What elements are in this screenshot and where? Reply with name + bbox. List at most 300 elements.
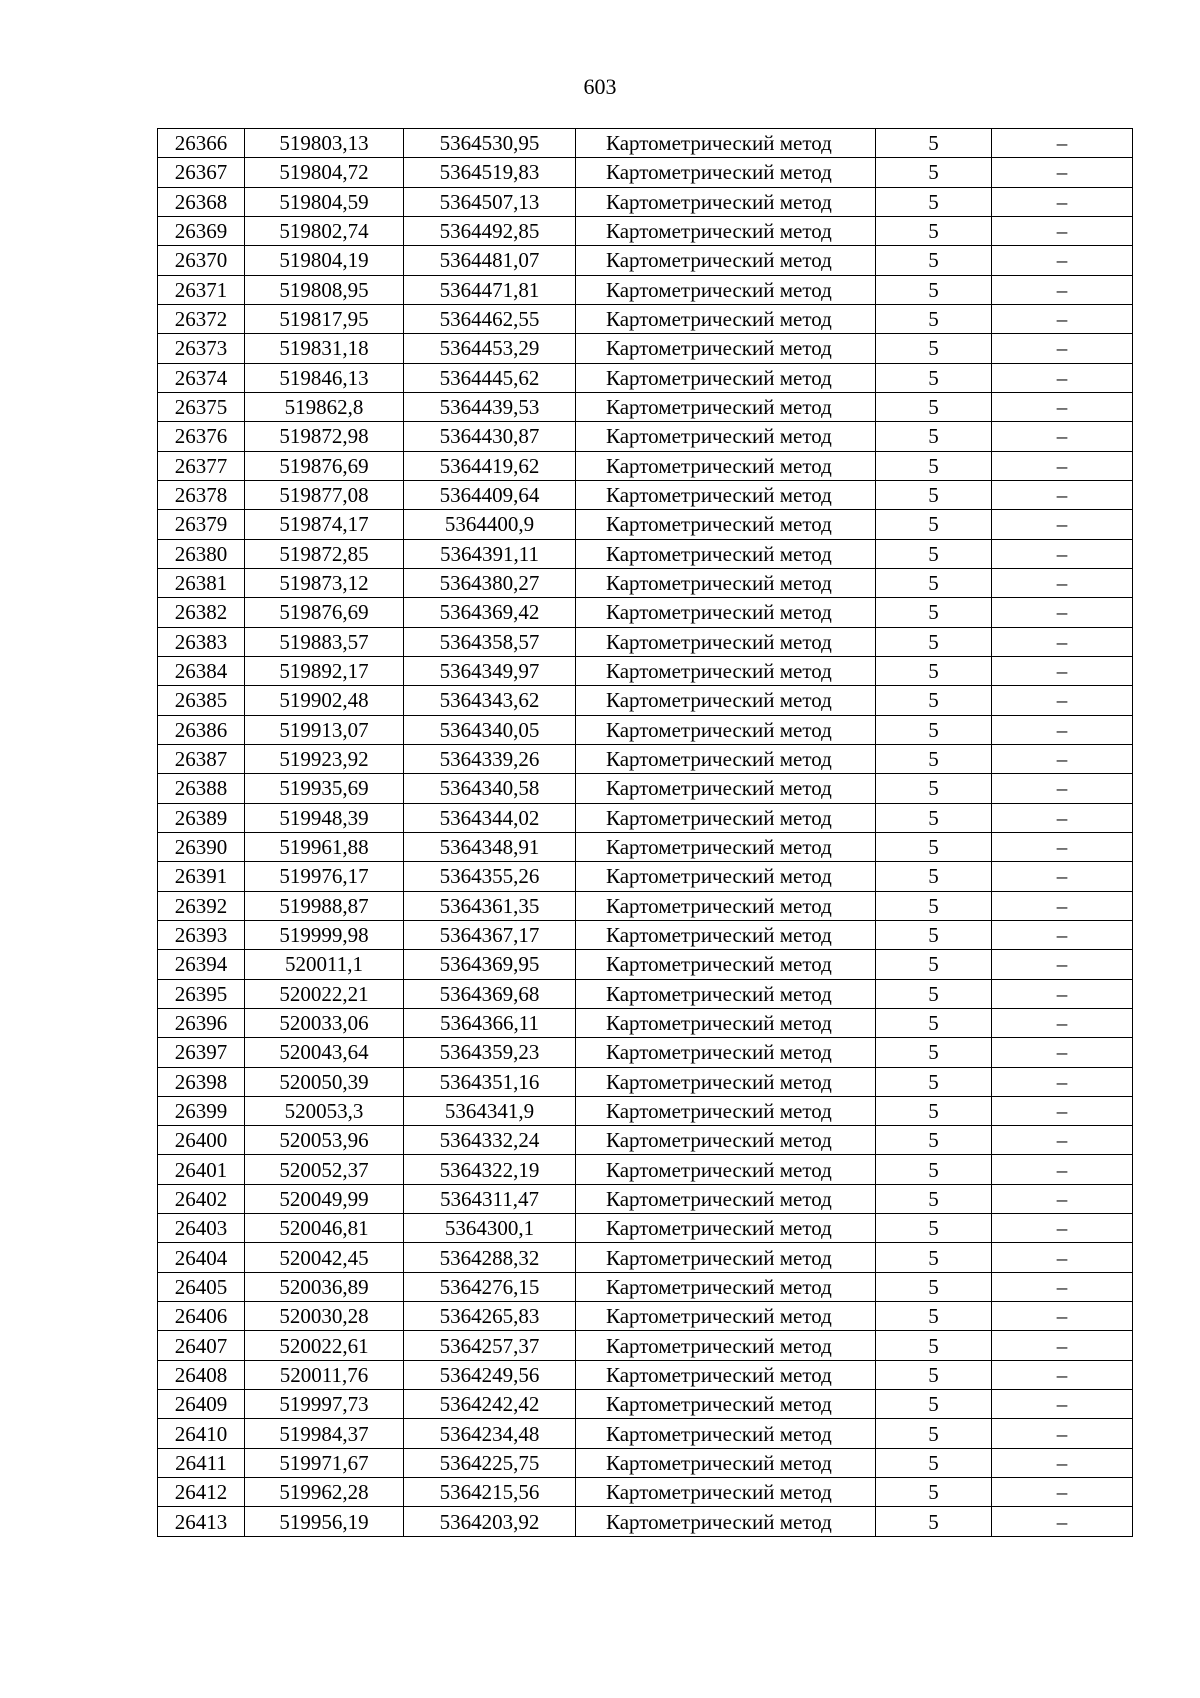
method-cell: Картометрический метод — [576, 334, 876, 363]
y-coordinate-cell: 5364439,53 — [404, 392, 576, 421]
point-number-cell: 26380 — [158, 539, 245, 568]
y-coordinate-cell: 5364349,97 — [404, 656, 576, 685]
y-coordinate-cell: 5364265,83 — [404, 1302, 576, 1331]
point-number-cell: 26396 — [158, 1008, 245, 1037]
point-number-cell: 26369 — [158, 216, 245, 245]
y-coordinate-cell: 5364430,87 — [404, 422, 576, 451]
table-row — [158, 334, 1133, 363]
point-number-cell: 26385 — [158, 686, 245, 715]
note-cell: – — [992, 920, 1133, 949]
x-coordinate-cell: 519874,17 — [245, 510, 404, 539]
method-cell: Картометрический метод — [576, 304, 876, 333]
method-cell: Картометрический метод — [576, 627, 876, 656]
y-coordinate-cell: 5364519,83 — [404, 158, 576, 187]
table-row — [158, 686, 1133, 715]
x-coordinate-cell: 520011,1 — [245, 950, 404, 979]
note-cell: – — [992, 979, 1133, 1008]
note-cell: – — [992, 275, 1133, 304]
table-row — [158, 187, 1133, 216]
x-coordinate-cell: 519877,08 — [245, 480, 404, 509]
point-number-cell: 26372 — [158, 304, 245, 333]
y-coordinate-cell: 5364359,23 — [404, 1038, 576, 1067]
accuracy-cell: 5 — [876, 129, 992, 158]
accuracy-cell: 5 — [876, 1155, 992, 1184]
table-row — [158, 568, 1133, 597]
method-cell: Картометрический метод — [576, 1184, 876, 1213]
x-coordinate-cell: 520036,89 — [245, 1272, 404, 1301]
method-cell: Картометрический метод — [576, 1214, 876, 1243]
accuracy-cell: 5 — [876, 216, 992, 245]
point-number-cell: 26393 — [158, 920, 245, 949]
x-coordinate-cell: 520011,76 — [245, 1360, 404, 1389]
table-row — [158, 832, 1133, 861]
accuracy-cell: 5 — [876, 304, 992, 333]
point-number-cell: 26406 — [158, 1302, 245, 1331]
note-cell: – — [992, 1126, 1133, 1155]
x-coordinate-cell: 519876,69 — [245, 598, 404, 627]
x-coordinate-cell: 519988,87 — [245, 891, 404, 920]
accuracy-cell: 5 — [876, 1243, 992, 1272]
point-number-cell: 26413 — [158, 1507, 245, 1536]
point-number-cell: 26400 — [158, 1126, 245, 1155]
note-cell: – — [992, 568, 1133, 597]
accuracy-cell: 5 — [876, 1478, 992, 1507]
table-row — [158, 1214, 1133, 1243]
accuracy-cell: 5 — [876, 363, 992, 392]
point-number-cell: 26371 — [158, 275, 245, 304]
accuracy-cell: 5 — [876, 832, 992, 861]
point-number-cell: 26410 — [158, 1419, 245, 1448]
method-cell: Картометрический метод — [576, 275, 876, 304]
note-cell: – — [992, 451, 1133, 480]
x-coordinate-cell: 519802,74 — [245, 216, 404, 245]
table-row — [158, 246, 1133, 275]
x-coordinate-cell: 519804,59 — [245, 187, 404, 216]
point-number-cell: 26391 — [158, 862, 245, 891]
method-cell: Картометрический метод — [576, 832, 876, 861]
x-coordinate-cell: 520022,21 — [245, 979, 404, 1008]
y-coordinate-cell: 5364215,56 — [404, 1478, 576, 1507]
y-coordinate-cell: 5364366,11 — [404, 1008, 576, 1037]
x-coordinate-cell: 519976,17 — [245, 862, 404, 891]
y-coordinate-cell: 5364369,68 — [404, 979, 576, 1008]
y-coordinate-cell: 5364343,62 — [404, 686, 576, 715]
accuracy-cell: 5 — [876, 539, 992, 568]
x-coordinate-cell: 519873,12 — [245, 568, 404, 597]
accuracy-cell: 5 — [876, 275, 992, 304]
table-row — [158, 510, 1133, 539]
y-coordinate-cell: 5364391,11 — [404, 539, 576, 568]
accuracy-cell: 5 — [876, 920, 992, 949]
point-number-cell: 26395 — [158, 979, 245, 1008]
y-coordinate-cell: 5364530,95 — [404, 129, 576, 158]
page-number: 603 — [583, 74, 617, 99]
table-row — [158, 1478, 1133, 1507]
table-row — [158, 1360, 1133, 1389]
method-cell: Картометрический метод — [576, 1155, 876, 1184]
method-cell: Картометрический метод — [576, 187, 876, 216]
accuracy-cell: 5 — [876, 510, 992, 539]
accuracy-cell: 5 — [876, 1331, 992, 1360]
method-cell: Картометрический метод — [576, 1038, 876, 1067]
y-coordinate-cell: 5364507,13 — [404, 187, 576, 216]
y-coordinate-cell: 5364369,95 — [404, 950, 576, 979]
accuracy-cell: 5 — [876, 715, 992, 744]
note-cell: – — [992, 510, 1133, 539]
y-coordinate-cell: 5364355,26 — [404, 862, 576, 891]
note-cell: – — [992, 1184, 1133, 1213]
accuracy-cell: 5 — [876, 979, 992, 1008]
accuracy-cell: 5 — [876, 1390, 992, 1419]
y-coordinate-cell: 5364453,29 — [404, 334, 576, 363]
table-row — [158, 216, 1133, 245]
method-cell: Картометрический метод — [576, 598, 876, 627]
x-coordinate-cell: 520050,39 — [245, 1067, 404, 1096]
point-number-cell: 26401 — [158, 1155, 245, 1184]
table-row — [158, 451, 1133, 480]
x-coordinate-cell: 520053,96 — [245, 1126, 404, 1155]
table-row — [158, 1126, 1133, 1155]
point-number-cell: 26403 — [158, 1214, 245, 1243]
method-cell: Картометрический метод — [576, 216, 876, 245]
note-cell: – — [992, 598, 1133, 627]
point-number-cell: 26409 — [158, 1390, 245, 1419]
method-cell: Картометрический метод — [576, 480, 876, 509]
point-number-cell: 26411 — [158, 1448, 245, 1477]
x-coordinate-cell: 519902,48 — [245, 686, 404, 715]
note-cell: – — [992, 1360, 1133, 1389]
point-number-cell: 26394 — [158, 950, 245, 979]
x-coordinate-cell: 519923,92 — [245, 744, 404, 773]
y-coordinate-cell: 5364344,02 — [404, 803, 576, 832]
method-cell: Картометрический метод — [576, 686, 876, 715]
x-coordinate-cell: 520042,45 — [245, 1243, 404, 1272]
point-number-cell: 26377 — [158, 451, 245, 480]
point-number-cell: 26404 — [158, 1243, 245, 1272]
note-cell: – — [992, 1008, 1133, 1037]
y-coordinate-cell: 5364340,58 — [404, 774, 576, 803]
note-cell: – — [992, 1302, 1133, 1331]
note-cell: – — [992, 832, 1133, 861]
method-cell: Картометрический метод — [576, 862, 876, 891]
x-coordinate-cell: 519948,39 — [245, 803, 404, 832]
accuracy-cell: 5 — [876, 568, 992, 597]
y-coordinate-cell: 5364288,32 — [404, 1243, 576, 1272]
y-coordinate-cell: 5364462,55 — [404, 304, 576, 333]
method-cell: Картометрический метод — [576, 656, 876, 685]
table-row — [158, 1302, 1133, 1331]
note-cell: – — [992, 1478, 1133, 1507]
accuracy-cell: 5 — [876, 803, 992, 832]
accuracy-cell: 5 — [876, 1096, 992, 1125]
accuracy-cell: 5 — [876, 158, 992, 187]
x-coordinate-cell: 520043,64 — [245, 1038, 404, 1067]
coordinates-table — [157, 128, 1133, 1537]
table-row — [158, 950, 1133, 979]
table-row — [158, 304, 1133, 333]
y-coordinate-cell: 5364471,81 — [404, 275, 576, 304]
table-row — [158, 422, 1133, 451]
method-cell: Картометрический метод — [576, 158, 876, 187]
note-cell: – — [992, 862, 1133, 891]
y-coordinate-cell: 5364358,57 — [404, 627, 576, 656]
x-coordinate-cell: 519808,95 — [245, 275, 404, 304]
point-number-cell: 26376 — [158, 422, 245, 451]
method-cell: Картометрический метод — [576, 1067, 876, 1096]
note-cell: – — [992, 158, 1133, 187]
accuracy-cell: 5 — [876, 774, 992, 803]
x-coordinate-cell: 519997,73 — [245, 1390, 404, 1419]
accuracy-cell: 5 — [876, 246, 992, 275]
note-cell: – — [992, 480, 1133, 509]
y-coordinate-cell: 5364249,56 — [404, 1360, 576, 1389]
point-number-cell: 26366 — [158, 129, 245, 158]
x-coordinate-cell: 519883,57 — [245, 627, 404, 656]
accuracy-cell: 5 — [876, 950, 992, 979]
x-coordinate-cell: 519872,85 — [245, 539, 404, 568]
accuracy-cell: 5 — [876, 422, 992, 451]
table-row — [158, 1096, 1133, 1125]
point-number-cell: 26367 — [158, 158, 245, 187]
note-cell: – — [992, 1419, 1133, 1448]
y-coordinate-cell: 5364276,15 — [404, 1272, 576, 1301]
note-cell: – — [992, 891, 1133, 920]
point-number-cell: 26387 — [158, 744, 245, 773]
method-cell: Картометрический метод — [576, 451, 876, 480]
method-cell: Картометрический метод — [576, 1331, 876, 1360]
note-cell: – — [992, 1390, 1133, 1419]
table-row — [158, 774, 1133, 803]
note-cell: – — [992, 1155, 1133, 1184]
note-cell: – — [992, 1448, 1133, 1477]
accuracy-cell: 5 — [876, 862, 992, 891]
x-coordinate-cell: 519872,98 — [245, 422, 404, 451]
table-row — [158, 1067, 1133, 1096]
x-coordinate-cell: 520030,28 — [245, 1302, 404, 1331]
note-cell: – — [992, 1272, 1133, 1301]
y-coordinate-cell: 5364409,64 — [404, 480, 576, 509]
y-coordinate-cell: 5364225,75 — [404, 1448, 576, 1477]
coordinates-table-body — [158, 129, 1133, 1537]
table-row — [158, 1507, 1133, 1536]
point-number-cell: 26399 — [158, 1096, 245, 1125]
table-row — [158, 158, 1133, 187]
accuracy-cell: 5 — [876, 1008, 992, 1037]
method-cell: Картометрический метод — [576, 363, 876, 392]
method-cell: Картометрический метод — [576, 803, 876, 832]
x-coordinate-cell: 519804,19 — [245, 246, 404, 275]
x-coordinate-cell: 520022,61 — [245, 1331, 404, 1360]
point-number-cell: 26383 — [158, 627, 245, 656]
method-cell: Картометрический метод — [576, 1272, 876, 1301]
table-row — [158, 363, 1133, 392]
x-coordinate-cell: 519817,95 — [245, 304, 404, 333]
table-row — [158, 539, 1133, 568]
x-coordinate-cell: 520049,99 — [245, 1184, 404, 1213]
point-number-cell: 26389 — [158, 803, 245, 832]
table-row — [158, 1038, 1133, 1067]
point-number-cell: 26378 — [158, 480, 245, 509]
y-coordinate-cell: 5364341,9 — [404, 1096, 576, 1125]
accuracy-cell: 5 — [876, 480, 992, 509]
note-cell: – — [992, 422, 1133, 451]
accuracy-cell: 5 — [876, 451, 992, 480]
note-cell: – — [992, 392, 1133, 421]
y-coordinate-cell: 5364322,19 — [404, 1155, 576, 1184]
method-cell: Картометрический метод — [576, 510, 876, 539]
x-coordinate-cell: 519956,19 — [245, 1507, 404, 1536]
point-number-cell: 26375 — [158, 392, 245, 421]
point-number-cell: 26382 — [158, 598, 245, 627]
method-cell: Картометрический метод — [576, 1126, 876, 1155]
table-row — [158, 862, 1133, 891]
method-cell: Картометрический метод — [576, 422, 876, 451]
y-coordinate-cell: 5364351,16 — [404, 1067, 576, 1096]
y-coordinate-cell: 5364367,17 — [404, 920, 576, 949]
table-row — [158, 1448, 1133, 1477]
note-cell: – — [992, 744, 1133, 773]
y-coordinate-cell: 5364234,48 — [404, 1419, 576, 1448]
y-coordinate-cell: 5364369,42 — [404, 598, 576, 627]
note-cell: – — [992, 334, 1133, 363]
point-number-cell: 26402 — [158, 1184, 245, 1213]
y-coordinate-cell: 5364300,1 — [404, 1214, 576, 1243]
x-coordinate-cell: 519984,37 — [245, 1419, 404, 1448]
point-number-cell: 26397 — [158, 1038, 245, 1067]
y-coordinate-cell: 5364400,9 — [404, 510, 576, 539]
note-cell: – — [992, 187, 1133, 216]
point-number-cell: 26408 — [158, 1360, 245, 1389]
point-number-cell: 26381 — [158, 568, 245, 597]
method-cell: Картометрический метод — [576, 246, 876, 275]
note-cell: – — [992, 246, 1133, 275]
note-cell: – — [992, 1067, 1133, 1096]
accuracy-cell: 5 — [876, 187, 992, 216]
x-coordinate-cell: 520052,37 — [245, 1155, 404, 1184]
method-cell: Картометрический метод — [576, 891, 876, 920]
table-row — [158, 129, 1133, 158]
x-coordinate-cell: 519961,88 — [245, 832, 404, 861]
y-coordinate-cell: 5364361,35 — [404, 891, 576, 920]
accuracy-cell: 5 — [876, 744, 992, 773]
method-cell: Картометрический метод — [576, 920, 876, 949]
note-cell: – — [992, 1038, 1133, 1067]
table-row — [158, 715, 1133, 744]
y-coordinate-cell: 5364339,26 — [404, 744, 576, 773]
note-cell: – — [992, 803, 1133, 832]
accuracy-cell: 5 — [876, 1507, 992, 1536]
method-cell: Картометрический метод — [576, 392, 876, 421]
x-coordinate-cell: 519962,28 — [245, 1478, 404, 1507]
x-coordinate-cell: 519831,18 — [245, 334, 404, 363]
x-coordinate-cell: 519862,8 — [245, 392, 404, 421]
note-cell: – — [992, 129, 1133, 158]
accuracy-cell: 5 — [876, 686, 992, 715]
point-number-cell: 26386 — [158, 715, 245, 744]
table-row — [158, 1419, 1133, 1448]
table-row — [158, 1184, 1133, 1213]
accuracy-cell: 5 — [876, 1038, 992, 1067]
accuracy-cell: 5 — [876, 1126, 992, 1155]
method-cell: Картометрический метод — [576, 1360, 876, 1389]
point-number-cell: 26407 — [158, 1331, 245, 1360]
x-coordinate-cell: 520033,06 — [245, 1008, 404, 1037]
table-row — [158, 1331, 1133, 1360]
x-coordinate-cell: 519913,07 — [245, 715, 404, 744]
table-row — [158, 1155, 1133, 1184]
y-coordinate-cell: 5364257,37 — [404, 1331, 576, 1360]
note-cell: – — [992, 627, 1133, 656]
note-cell: – — [992, 304, 1133, 333]
method-cell: Картометрический метод — [576, 1390, 876, 1419]
table-row — [158, 598, 1133, 627]
y-coordinate-cell: 5364311,47 — [404, 1184, 576, 1213]
note-cell: – — [992, 539, 1133, 568]
x-coordinate-cell: 519804,72 — [245, 158, 404, 187]
note-cell: – — [992, 1331, 1133, 1360]
point-number-cell: 26392 — [158, 891, 245, 920]
point-number-cell: 26379 — [158, 510, 245, 539]
y-coordinate-cell: 5364492,85 — [404, 216, 576, 245]
note-cell: – — [992, 1507, 1133, 1536]
table-row — [158, 979, 1133, 1008]
method-cell: Картометрический метод — [576, 1302, 876, 1331]
point-number-cell: 26373 — [158, 334, 245, 363]
method-cell: Картометрический метод — [576, 979, 876, 1008]
point-number-cell: 26370 — [158, 246, 245, 275]
point-number-cell: 26368 — [158, 187, 245, 216]
method-cell: Картометрический метод — [576, 1507, 876, 1536]
note-cell: – — [992, 216, 1133, 245]
note-cell: – — [992, 363, 1133, 392]
table-row — [158, 1243, 1133, 1272]
method-cell: Картометрический метод — [576, 129, 876, 158]
x-coordinate-cell: 520053,3 — [245, 1096, 404, 1125]
x-coordinate-cell: 519971,67 — [245, 1448, 404, 1477]
method-cell: Картометрический метод — [576, 1448, 876, 1477]
method-cell: Картометрический метод — [576, 1096, 876, 1125]
x-coordinate-cell: 519892,17 — [245, 656, 404, 685]
x-coordinate-cell: 520046,81 — [245, 1214, 404, 1243]
accuracy-cell: 5 — [876, 1360, 992, 1389]
accuracy-cell: 5 — [876, 1272, 992, 1301]
accuracy-cell: 5 — [876, 598, 992, 627]
table-row — [158, 920, 1133, 949]
x-coordinate-cell: 519803,13 — [245, 129, 404, 158]
accuracy-cell: 5 — [876, 1184, 992, 1213]
accuracy-cell: 5 — [876, 392, 992, 421]
y-coordinate-cell: 5364445,62 — [404, 363, 576, 392]
point-number-cell: 26412 — [158, 1478, 245, 1507]
table-row — [158, 1272, 1133, 1301]
y-coordinate-cell: 5364332,24 — [404, 1126, 576, 1155]
table-row — [158, 656, 1133, 685]
y-coordinate-cell: 5364340,05 — [404, 715, 576, 744]
method-cell: Картометрический метод — [576, 1419, 876, 1448]
accuracy-cell: 5 — [876, 656, 992, 685]
table-row — [158, 744, 1133, 773]
y-coordinate-cell: 5364419,62 — [404, 451, 576, 480]
method-cell: Картометрический метод — [576, 715, 876, 744]
point-number-cell: 26388 — [158, 774, 245, 803]
method-cell: Картометрический метод — [576, 744, 876, 773]
note-cell: – — [992, 656, 1133, 685]
note-cell: – — [992, 1243, 1133, 1272]
y-coordinate-cell: 5364348,91 — [404, 832, 576, 861]
y-coordinate-cell: 5364380,27 — [404, 568, 576, 597]
x-coordinate-cell: 519846,13 — [245, 363, 404, 392]
y-coordinate-cell: 5364203,92 — [404, 1507, 576, 1536]
